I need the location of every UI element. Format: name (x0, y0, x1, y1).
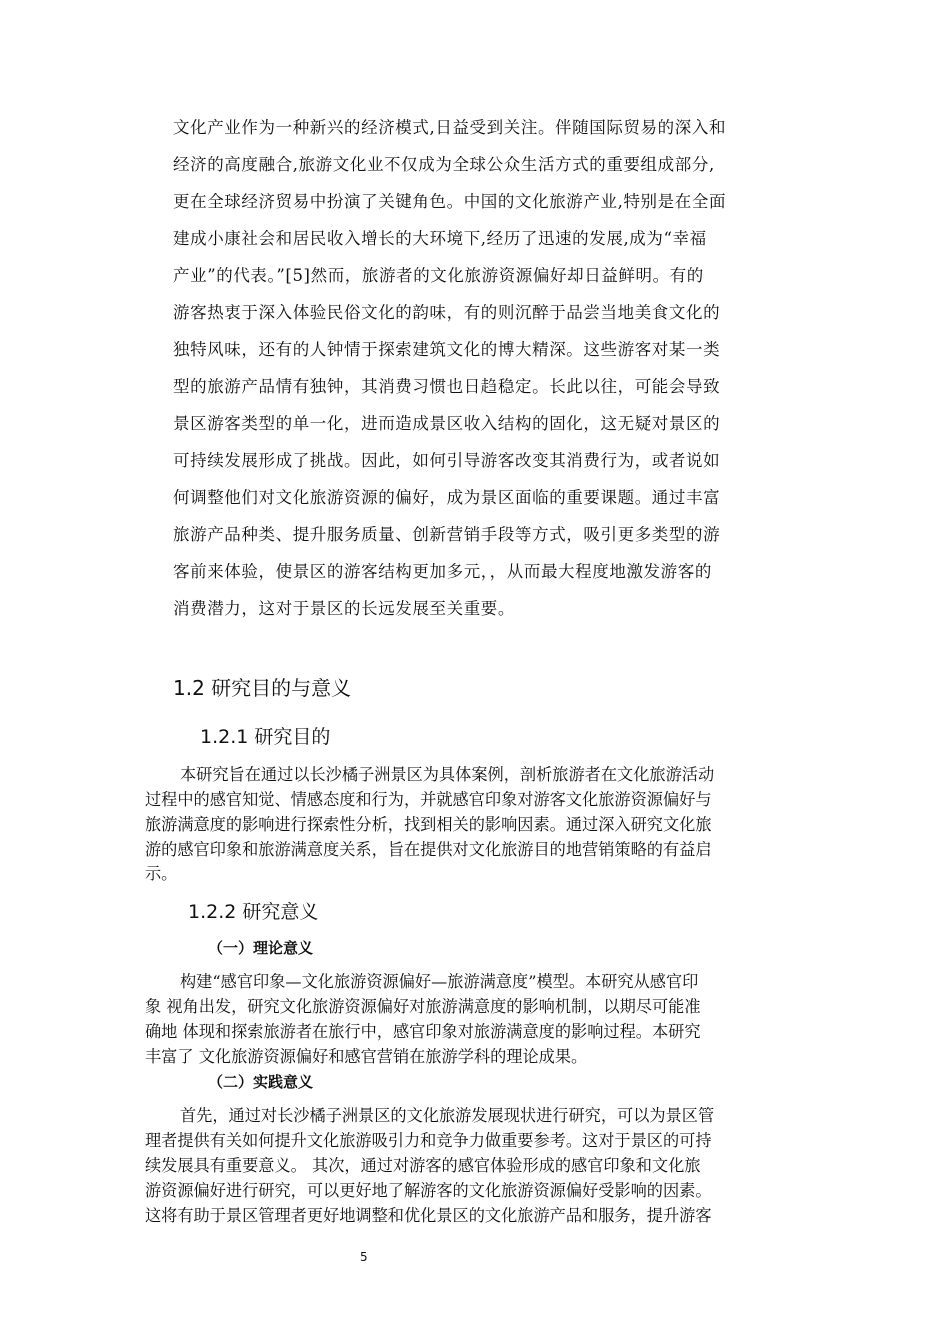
practice-line: 首先，通过对长沙橘子洲景区的文化旅游发展现状进行研究，可以为景区管 (180, 1106, 715, 1125)
intro-line: 独特风味，还有的人钟情于探索建筑文化的博大精深。这些游客对某一类 (173, 340, 721, 359)
theory-line: 象 视角出发，研究文化旅游资源偏好对旅游满意度的影响机制，以期尽可能准 (145, 997, 701, 1016)
theory-heading: （一）理论意义 (208, 939, 314, 957)
purpose-line: 过程中的感官知觉、情感态度和行为，并就感官印象对游客文化旅游资源偏好与 (145, 790, 712, 809)
page-number: 5 (360, 1250, 368, 1264)
theory-line: 丰富了 文化旅游资源偏好和感官营销在旅游学科的理论成果。 (145, 1047, 588, 1066)
purpose-line: 游的感官印象和旅游满意度关系，旨在提供对文化旅游目的地营销策略的有益启 (145, 840, 712, 859)
practice-line: 游资源偏好进行研究，可以更好地了解游客的文化旅游资源偏好受影响的因素。 (145, 1181, 712, 1200)
intro-line: 游客热衷于深入体验民俗文化的韵味，有的则沉醉于品尝当地美食文化的 (173, 303, 721, 322)
practice-line: 续发展具有重要意义。 其次，通过对游客的感官体验形成的感官印象和文化旅 (145, 1156, 701, 1175)
purpose-line: 旅游满意度的影响进行探索性分析，找到相关的影响因素。通过深入研究文化旅 (145, 815, 712, 834)
intro-line: 文化产业作为一种新兴的经济模式,日益受到关注。伴随国际贸易的深入和 (173, 118, 727, 137)
theory-line: 构建“感官印象—文化旅游资源偏好—旅游满意度”模型。本研究从感官印 (180, 972, 699, 991)
intro-line: 经济的高度融合,旅游文化业不仅成为全球公众生活方式的重要组成部分, (173, 155, 715, 174)
section-heading-1-2-1: 1.2.1 研究目的 (200, 726, 331, 748)
intro-line: 建成小康社会和居民收入增长的大环境下,经历了迅速的发展,成为“幸福 (173, 229, 707, 248)
practice-heading: （二）实践意义 (208, 1073, 314, 1091)
theory-line: 确地 体现和探索旅游者在旅行中，感官印象对旅游满意度的影响过程。本研究 (145, 1022, 701, 1041)
intro-line: 消费潜力，这对于景区的长远发展至关重要。 (173, 599, 515, 618)
intro-line: 景区游客类型的单一化，进而造成景区收入结构的固化，这无疑对景区的 (173, 414, 721, 433)
intro-line: 可持续发展形成了挑战。因此，如何引导游客改变其消费行为，或者说如 (173, 451, 721, 470)
intro-line: 产业”的代表。”[5]然而，旅游者的文化旅游资源偏好却日益鲜明。有的 (173, 266, 704, 285)
section-heading-1-2-2: 1.2.2 研究意义 (188, 901, 319, 923)
section-heading-1-2: 1.2 研究目的与意义 (173, 676, 352, 700)
practice-line: 这将有助于景区管理者更好地调整和优化景区的文化旅游产品和服务，提升游客 (145, 1206, 712, 1225)
intro-line: 何调整他们对文化旅游资源的偏好，成为景区面临的重要课题。通过丰富 (173, 488, 721, 507)
intro-line: 型的旅游产品情有独钟，其消费习惯也日趋稳定。长此以往，可能会导致 (173, 377, 721, 396)
intro-line: 旅游产品种类、提升服务质量、创新营销手段等方式，吸引更多类型的游 (173, 525, 721, 544)
intro-line: 更在全球经济贸易中扮演了关键角色。中国的文化旅游产业,特别是在全面 (173, 192, 727, 211)
purpose-line: 本研究旨在通过以长沙橘子洲景区为具体案例，剖析旅游者在文化旅游活动 (180, 765, 715, 784)
intro-line: 客前来体验，使景区的游客结构更加多元，，从而最大程度地激发游客的 (173, 562, 712, 581)
purpose-line: 示。 (145, 864, 178, 883)
practice-line: 理者提供有关如何提升文化旅游吸引力和竞争力做重要参考。这对于景区的可持 (145, 1131, 712, 1150)
